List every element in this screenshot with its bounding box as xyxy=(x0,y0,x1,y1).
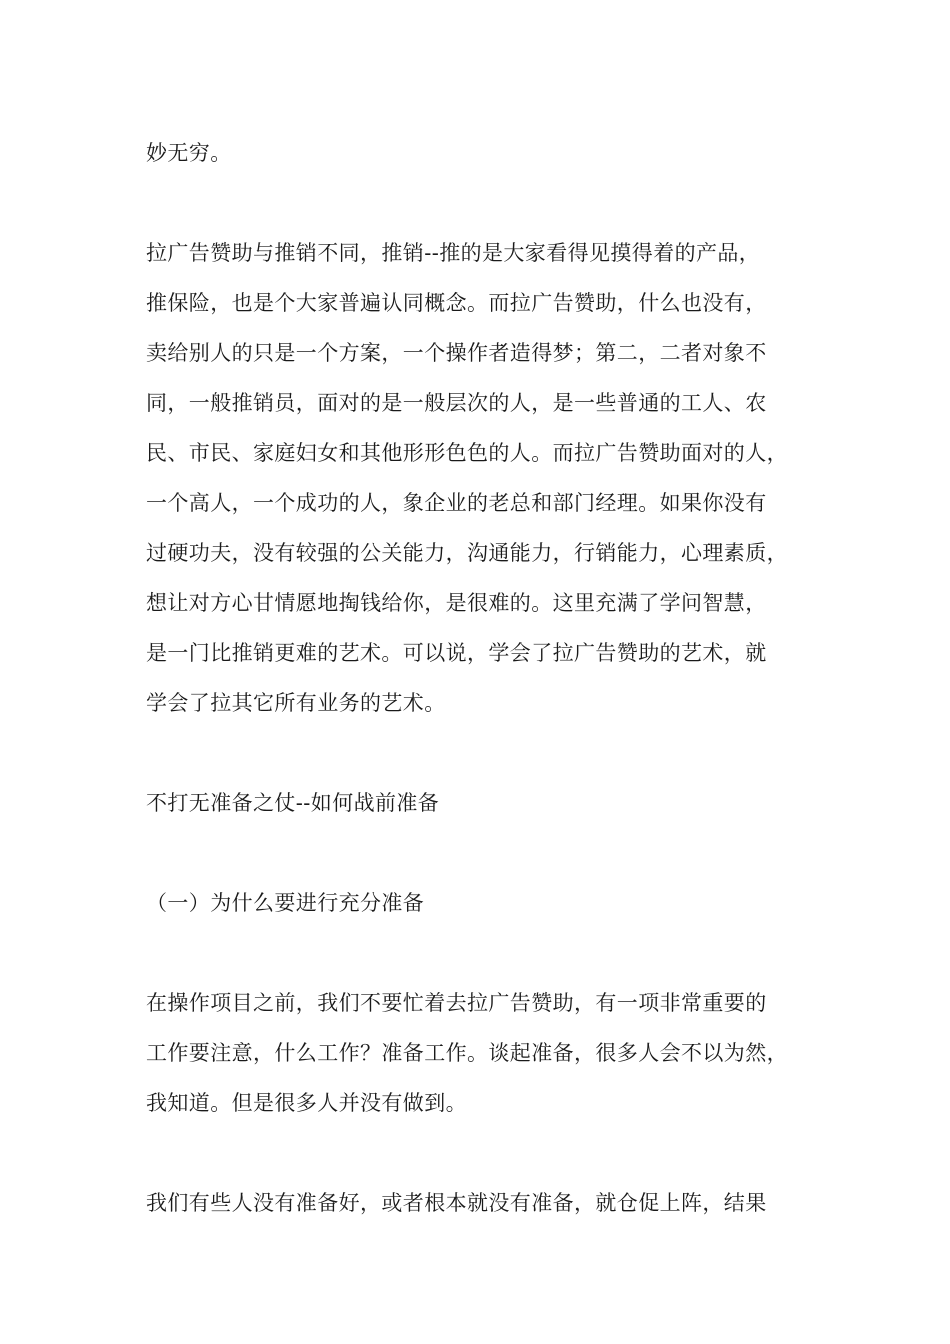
paragraph-line: 在操作项目之前，我们不要忙着去拉广告赞助，有一项非常重要的 xyxy=(146,991,767,1015)
paragraph-line: 一个高人，一个成功的人，象企业的老总和部门经理。如果你没有 xyxy=(146,491,767,515)
paragraph-line: 想让对方心甘情愿地掏钱给你，是很难的。这里充满了学问智慧， xyxy=(146,591,767,615)
paragraph-line: 民、市民、家庭妇女和其他形形色色的人。而拉广告赞助面对的人， xyxy=(146,441,788,465)
paragraph-line: 同，一般推销员，面对的是一般层次的人，是一些普通的工人、农 xyxy=(146,391,767,415)
paragraph-line: 卖给别人的只是一个方案，一个操作者造得梦；第二，二者对象不 xyxy=(146,341,767,365)
paragraph-line: 我知道。但是很多人并没有做到。 xyxy=(146,1091,467,1115)
paragraph-line: 是一门比推销更难的艺术。可以说，学会了拉广告赞助的艺术，就 xyxy=(146,641,767,665)
paragraph-line: 过硬功夫，没有较强的公关能力，沟通能力，行销能力，心理素质， xyxy=(146,541,788,565)
paragraph-line: 推保险，也是个大家普遍认同概念。而拉广告赞助，什么也没有， xyxy=(146,291,767,315)
subsection-heading: （一）为什么要进行充分准备 xyxy=(146,891,425,915)
paragraph-line: 妙无穷。 xyxy=(146,141,232,165)
paragraph-line: 我们有些人没有准备好，或者根本就没有准备，就仓促上阵，结果 xyxy=(146,1191,767,1215)
paragraph-line: 工作要注意，什么工作？准备工作。谈起准备，很多人会不以为然， xyxy=(146,1041,788,1065)
paragraph-line: 拉广告赞助与推销不同，推销--推的是大家看得见摸得着的产品， xyxy=(146,241,761,265)
section-heading: 不打无准备之仗--如何战前准备 xyxy=(146,791,440,815)
paragraph-line: 学会了拉其它所有业务的艺术。 xyxy=(146,691,446,715)
